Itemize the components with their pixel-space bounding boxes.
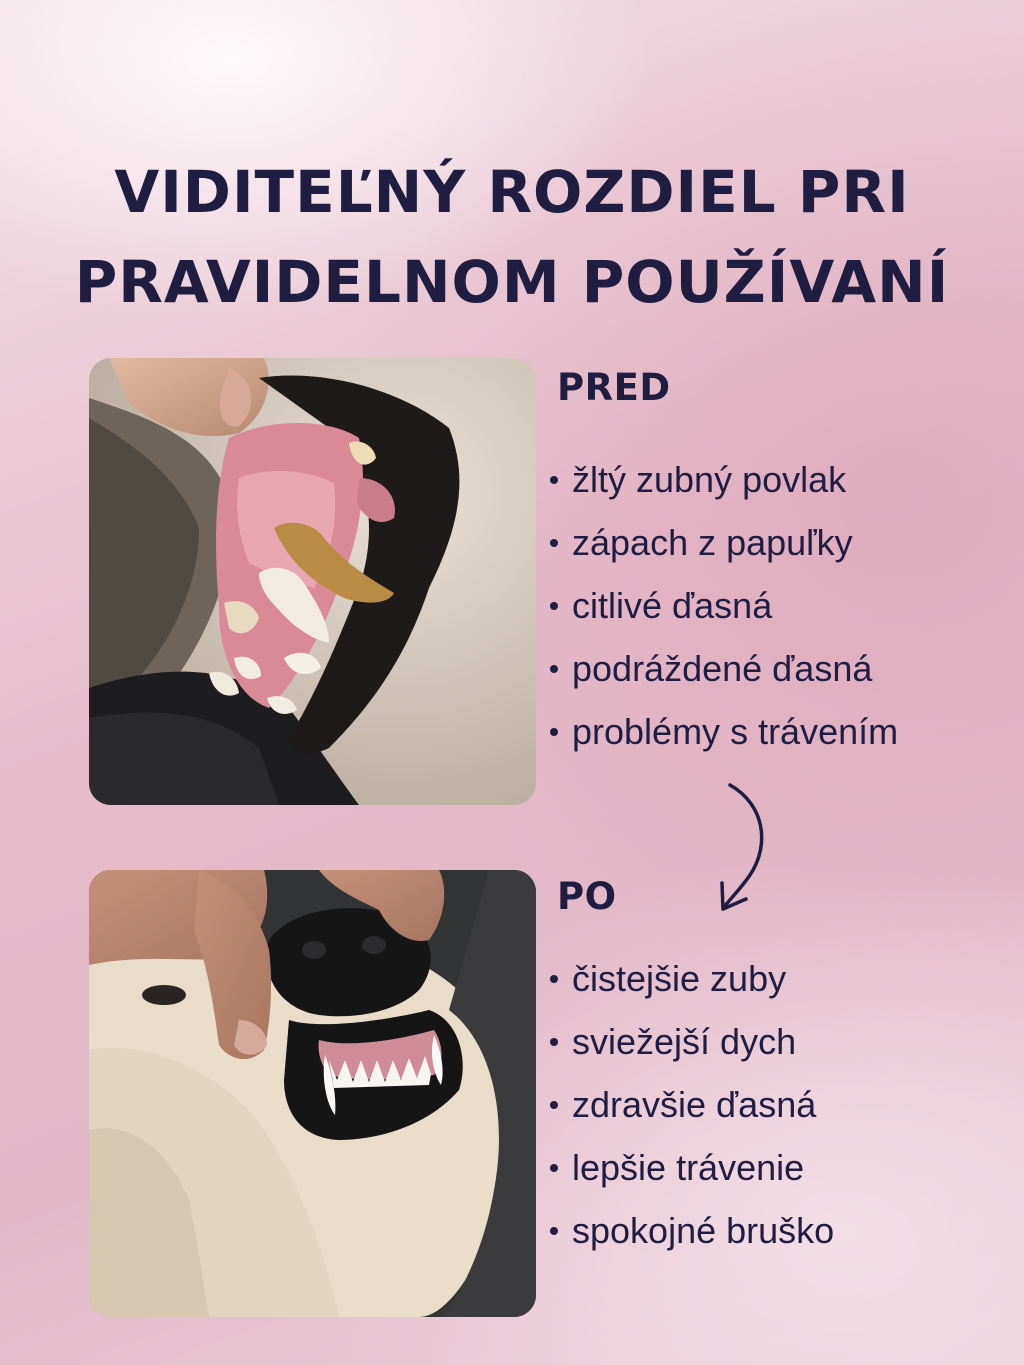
before-photo <box>89 358 536 805</box>
list-item <box>546 637 898 700</box>
list-item-label: citlivé ďasná <box>572 585 773 626</box>
list-item-label: podráždené ďasná <box>572 648 873 689</box>
bullet-dot-icon <box>550 602 558 610</box>
page-title-line-1: VIDITEĽNÝ ROZDIEL PRI <box>114 157 910 226</box>
bullet-dot-icon <box>550 728 558 736</box>
bullet-dot-icon <box>550 975 558 983</box>
curved-arrow-down-icon <box>710 775 800 920</box>
after-heading: PO <box>557 875 617 918</box>
bullet-dot-icon <box>550 1038 558 1046</box>
bullet-dot-icon <box>550 476 558 484</box>
list-item-label: spokojné bruško <box>572 1210 835 1251</box>
page-title-line-2: PRAVIDELNOM POUŽÍVANÍ <box>74 247 950 316</box>
list-item <box>546 947 834 1010</box>
before-heading: PRED <box>557 366 671 409</box>
list-item <box>546 700 898 763</box>
list-item-label: sviežejší dych <box>572 1021 797 1062</box>
list-item <box>546 1073 834 1136</box>
before-list <box>546 448 898 763</box>
list-item-label: čistejšie zuby <box>572 958 787 999</box>
list-item <box>546 1136 834 1199</box>
bullet-dot-icon <box>550 1227 558 1235</box>
page-title <box>0 147 1024 327</box>
list-item <box>546 1010 834 1073</box>
list-item-label: zápach z papuľky <box>572 522 853 563</box>
bullet-dot-icon <box>550 1164 558 1172</box>
list-item <box>546 574 898 637</box>
after-list <box>546 947 834 1262</box>
bullet-dot-icon <box>550 665 558 673</box>
after-photo <box>89 870 536 1317</box>
list-item <box>546 448 898 511</box>
list-item <box>546 511 898 574</box>
list-item-label: problémy s trávením <box>572 711 899 752</box>
list-item-label: zdravšie ďasná <box>572 1084 817 1125</box>
bullet-dot-icon <box>550 539 558 547</box>
list-item-label: lepšie trávenie <box>572 1147 805 1188</box>
bullet-dot-icon <box>550 1101 558 1109</box>
list-item-label: žltý zubný povlak <box>572 459 847 500</box>
list-item <box>546 1199 834 1262</box>
